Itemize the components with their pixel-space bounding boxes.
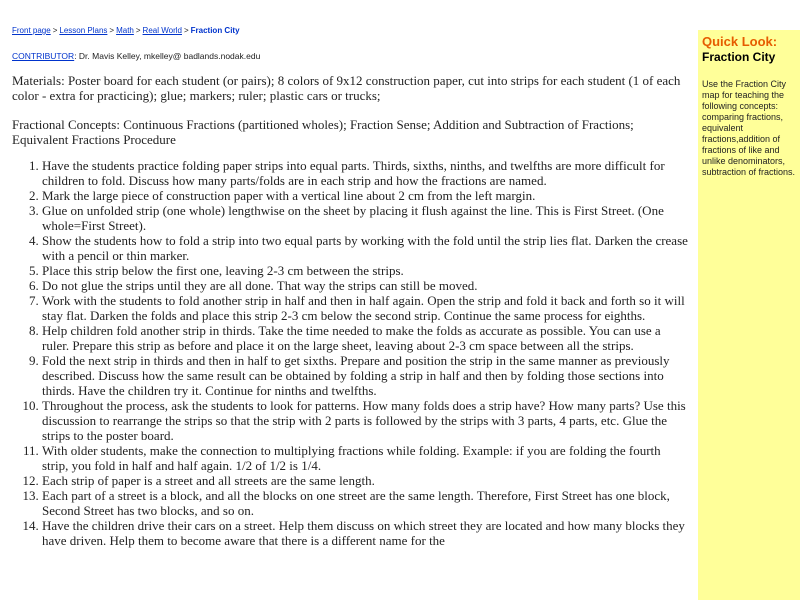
breadcrumb-real-world[interactable]: Real World (142, 26, 182, 35)
list-item: 14. Have the children drive their cars on a street. Help them discuss on which street they are located and how many blocks they have driven. Help them to become aware that there is a different name for the (42, 518, 690, 548)
breadcrumb-separator: > (183, 26, 189, 35)
list-item: 12. Each strip of paper is a street and all streets are the same length. (42, 473, 690, 488)
list-item: 4. Show the students how to fold a strip into two equal parts by working with the fold until the strip lies flat. Darken the crease with a pencil or thin marker. (42, 233, 690, 263)
breadcrumb-front-page[interactable]: Front page (12, 26, 51, 35)
list-item: 8. Help children fold another strip in thirds. Take the time needed to make the folds as accurate as possible. You can use a ruler. Prepare this strip as before and place it on the large sheet, leaving about 2-3 cm space between all the strips. (42, 323, 690, 353)
breadcrumb (12, 26, 240, 35)
breadcrumb-lesson-plans[interactable]: Lesson Plans (59, 26, 108, 35)
list-item: 2. Mark the large piece of construction paper with a vertical line about 2 cm from the left margin. (42, 188, 690, 203)
breadcrumb-math[interactable]: Math (116, 26, 134, 35)
contributor-line (12, 51, 260, 61)
materials-paragraph: Materials: Poster board for each student (or pairs); 8 colors of 9x12 construction paper, cut into strips for each student (1 of each color - extra for practicing); glue; markers; ruler; plastic cars or trucks; (12, 73, 681, 103)
quick-look-subtitle: Fraction City (702, 50, 776, 64)
list-item: 13. Each part of a street is a block, and all the blocks on one street are the same length. Therefore, First Street has one block, Second Street has two blocks, and so on. (42, 488, 690, 518)
breadcrumb-separator: > (135, 26, 141, 35)
concepts-paragraph: Fractional Concepts: Continuous Fractions (partitioned wholes); Fraction Sense; Addition and Subtraction of Fractions; Equivalent Fractions Procedure (12, 117, 634, 147)
breadcrumb-current: Fraction City (190, 26, 240, 35)
breadcrumb-separator: > (109, 26, 115, 35)
procedure-list (0, 158, 690, 548)
quick-look-description: Use the Fraction City map for teaching the following concepts: comparing fractions, equivalent fractions,addition of fractions of like and unlike denominators, subtraction of fractions. (702, 79, 796, 177)
quick-look-title: Quick Look: (702, 34, 778, 49)
list-item: 10. Throughout the process, ask the students to look for patterns. How many folds does a strip have? How many parts? Use this discussion to rearrange the strips so that the strip with 2 parts is followed by the strips with 3 parts, 4 parts, etc. Glue the strips to the poster board. (42, 398, 690, 443)
list-item: 7. Work with the students to fold another strip in half and then in half again. Open the strip and fold it back and forth so it will stay flat. Darken the folds and place this strip 2-3 cm below the second strip. Continue the same process for eighths. (42, 293, 690, 323)
breadcrumb-separator: > (52, 26, 58, 35)
list-item: 3. Glue on unfolded strip (one whole) lengthwise on the sheet by placing it flush against the line. This is First Street. (One whole=First Street). (42, 203, 690, 233)
quick-look-sidebar (698, 30, 800, 600)
contributor-link[interactable]: CONTRIBUTOR (12, 51, 75, 61)
list-item: 9. Fold the next strip in thirds and then in half to get sixths. Prepare and position the strip in the same manner as previously described. Discuss how the same result can be obtained by folding a strip in half and then by folding those sections into thirds. Have the children try it. Continue for ninths and twelfths. (42, 353, 690, 398)
list-item: 11. With older students, make the connection to multiplying fractions while folding. Example: if you are folding the fourth strip, you fold in half and half again. 1/2 of 1/2 is 1/4. (42, 443, 690, 473)
list-item: 5. Place this strip below the first one, leaving 2-3 cm between the strips. (42, 263, 690, 278)
list-item: 1. Have the students practice folding paper strips into equal parts. Thirds, sixths, ninths, and twelfths are more difficult for children to fold. Discuss how many parts/folds are in each strip and how the fractions are named. (42, 158, 690, 188)
list-item: 6. Do not glue the strips until they are all done. That way the strips can still be moved. (42, 278, 690, 293)
contributor-text: : Dr. Mavis Kelley, mkelley@ badlands.nodak.edu (74, 51, 261, 61)
